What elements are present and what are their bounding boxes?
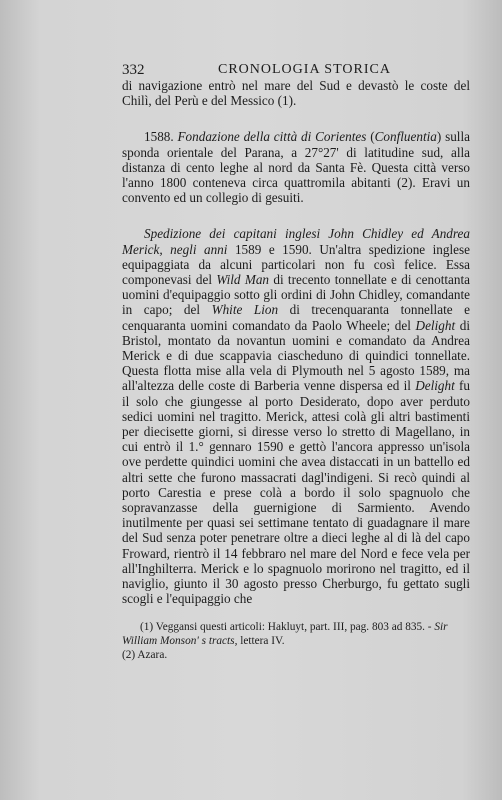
footnote-text: lettera IV. <box>237 635 285 647</box>
ship-name: Delight <box>415 378 455 394</box>
text-part: di Bristol, montato da novantun uomini e comandato da Andrea Merick e di due scappavia ciascheduno di quindici tonnellate. Questa flotta mise alla vela di Plymouth nel 5 agosto 1589, ma all'altezza delle coste di Barberia venne dispersa ed il <box>122 317 470 394</box>
body-text <box>122 78 470 607</box>
alt-name: Confluentia <box>374 129 437 145</box>
text-part: di trecenquaranta tonnellate e cenquaranta uomini comandato da Paolo Wheele; del <box>122 302 470 333</box>
entry-years: 1589 e 1590. <box>227 241 312 257</box>
footnote-1 <box>122 620 470 648</box>
paragraph-spedizione <box>122 226 470 606</box>
running-title: CRONOLOGIA STORICA <box>218 62 391 77</box>
paragraph-1588 <box>122 129 470 205</box>
page-number: 332 <box>122 62 145 78</box>
text-part: di trecento tonnellate e di cenottanta uomini d'equipaggio sotto gli ordini di John Chidley, comandante in capo; del <box>122 272 470 318</box>
entry-text: ) sulla sponda orientale del Parana, a 27°27' di latitudine sud, alla distanza di cento leghe al nord da Santa Fè. Questa città verso l'anno 1800 conteneva circa quattromila abitanti (2). Eravi un convento ed un collegio di gesuiti. <box>122 129 470 206</box>
footnote-italic: Sir William Monson' s tracts, <box>122 621 448 647</box>
paren-open: ( <box>366 129 375 145</box>
footnote-text: (1) Veggansi questi articoli: Hakluyt, part. III, pag. 803 ad 835. - <box>140 621 435 633</box>
entry-title: Spedizione dei capitani inglesi John Chidley ed Andrea Merick, negli anni <box>122 226 470 257</box>
entry-year: 1588. <box>144 129 174 145</box>
ship-name: Delight <box>415 317 456 333</box>
footnotes <box>122 620 470 662</box>
text-part: Un'altra spedizione inglese equipaggiata da alcuni particolari non fu così felice. Essa componevasi del <box>122 241 470 288</box>
ship-name: Wild Man <box>216 272 270 288</box>
paragraph-intro: di navigazione entrò nel mare del Sud e devastò le coste del Chilì, del Perù e del Messico (1). <box>122 78 470 109</box>
ship-name: White Lion <box>211 302 279 318</box>
text-part: fu il solo che giungesse al porto Desiderato, dopo aver perduto sedici uomini nel tragitto. Merick, attesi colà gli altri bastimenti per diecisette giorni, si diresse verso lo stretto di Magellano, in cui entrò il 1.° gennaro 1590 e gettò l'ancora appresso un'isola ove perdette quindici uomini che avea distaccati in un battello ed altri sette che furono massacrati dagl'indigeni. Si recò quindi al porto Carestia e prese colà a bordo il solo spagnuolo che sopravanzasse della guernigione di Sarmiento. Avendo inutilmente per quasi sei settimane tentato di guadagnare il mare del Sud senza poter penetrare oltre a dieci leghe al di là del capo Froward, rientrò il 14 febbraro nel mare del Nord e fece vela per all'Inghilterra. Merick e lo spagnuolo morirono nel tragitto, ed il naviglio, giunto il 30 agosto presso Cherburgo, fu gettato sugli scogli e l'equipaggio che <box>122 378 470 607</box>
entry-title: Fondazione della città di Corientes <box>177 129 367 145</box>
footnote-2: (2) Azara. <box>122 649 168 661</box>
